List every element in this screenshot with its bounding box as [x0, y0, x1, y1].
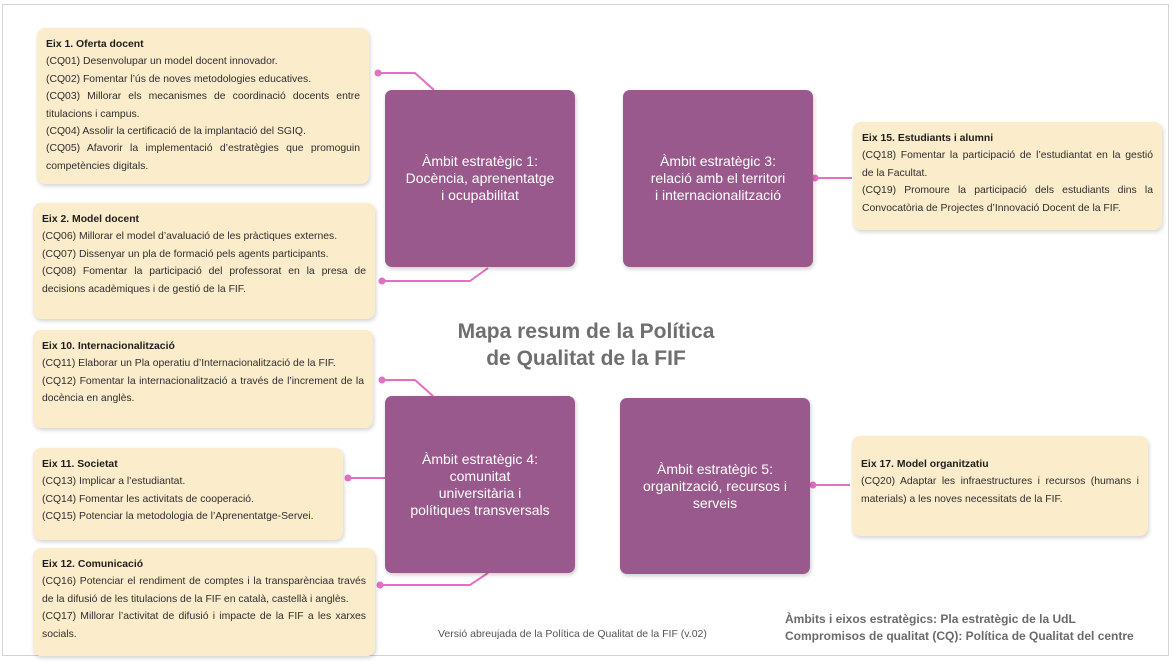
eix-item: (CQ04) Assolir la certificació de la implantació del SGIQ.	[46, 126, 306, 138]
ambit-box-3	[623, 90, 813, 267]
eix-item: (CQ19) Promoure la participació dels estudiants dins la Convocatòria de Projectes d’Innovació Docent de la FIF.	[862, 185, 1153, 214]
eix-item: (CQ17) Millorar l’activitat de difusió i impacte de la FIF a les xarxes socials.	[42, 611, 366, 640]
eix-title: Eix 2. Model docent	[42, 214, 139, 225]
ambit-label: Àmbit estratègic 5: organització, recursos i serveis	[643, 460, 787, 511]
eix-title: Eix 12. Comunicació	[42, 559, 144, 570]
eix-title: Eix 1. Oferta docent	[46, 39, 144, 50]
eix-item: (CQ15) Potenciar la metodologia de l’Aprenentatge-Servei.	[42, 511, 314, 523]
eix-item: (CQ03) Millorar els mecanismes de coordinació docents entre titulacions i campus.	[46, 91, 360, 120]
eix-item: (CQ08) Fomentar la participació del professorat en la presa de decisions acadèmiques i de gestió de la FIF.	[42, 266, 366, 295]
source-footnotes	[785, 611, 1134, 645]
eix-card-1	[37, 28, 369, 184]
eix-item: (CQ20) Adaptar les infraestructures i recursos (humans i materials) a les noves necessitats de la FIF.	[861, 476, 1139, 505]
diagram-title: Mapa resum de la Política de Qualitat de la FIF	[457, 320, 715, 370]
ambit-label: Àmbit estratègic 1: Docència, aprenentatge i ocupabilitat	[405, 153, 555, 203]
ambit-box-1	[385, 90, 575, 267]
ambit-label: Àmbit estratègic 3: relació amb el territori i internacionalització	[650, 153, 786, 203]
eix-item: (CQ06) Millorar el model d’avaluació de les pràctiques externes.	[42, 231, 338, 243]
eix-item: (CQ07) Dissenyar un pla de formació pels agents participants.	[42, 248, 329, 260]
eix-item: (CQ02) Fomentar l’ús de noves metodologies educatives.	[46, 73, 312, 85]
footnote-line: Compromisos de qualitat (CQ): Política de Qualitat del centre	[785, 629, 1134, 643]
eix-title: Eix 17. Model organitzatiu	[861, 459, 989, 470]
ambit-label: Àmbit estratègic 4: comunitat universitària i polítiques transversals	[410, 450, 550, 518]
eix-title: Eix 15. Estudiants i alumni	[862, 133, 994, 144]
eix-card-11	[33, 448, 343, 540]
eix-card-10	[33, 330, 373, 428]
ambit-box-5	[620, 398, 810, 574]
eix-item: (CQ05) Afavorir la implementació d’estratègies que promoguin competències digitals.	[46, 143, 360, 172]
eix-card-2	[33, 203, 375, 319]
eix-item: (CQ12) Fomentar la internacionalització a través de l’increment de la docència en anglès.	[42, 375, 364, 405]
version-note: Versió abreujada de la Política de Qualitat de la FIF (v.02)	[438, 628, 707, 640]
eix-card-17	[852, 436, 1148, 536]
eix-item: (CQ13) Implicar a l’estudiantat.	[42, 476, 186, 488]
eix-item: (CQ14) Fomentar les activitats de cooperació.	[42, 493, 254, 505]
ambit-box-4	[385, 396, 575, 573]
eix-item: (CQ01) Desenvolupar un model docent innovador.	[46, 56, 278, 68]
footnote-line: Àmbits i eixos estratègics: Pla estratègic de la UdL	[785, 612, 1076, 626]
eix-card-15	[853, 122, 1162, 230]
eix-item: (CQ18) Fomentar la participació de l’estudiantat en la gestió de la Facultat.	[862, 150, 1153, 179]
eix-title: Eix 10. Internacionalització	[42, 341, 175, 352]
eix-card-12	[33, 548, 375, 656]
eix-title: Eix 11. Societat	[42, 459, 118, 470]
eix-item: (CQ16) Potenciar el rendiment de comptes i la transparènciaa través de la difusió de les titulacions de la FIF en català, castellà i anglès.	[42, 576, 366, 605]
eix-item: (CQ11) Elaborar un Pla operatiu d’Internacionalització de la FIF.	[42, 358, 336, 370]
